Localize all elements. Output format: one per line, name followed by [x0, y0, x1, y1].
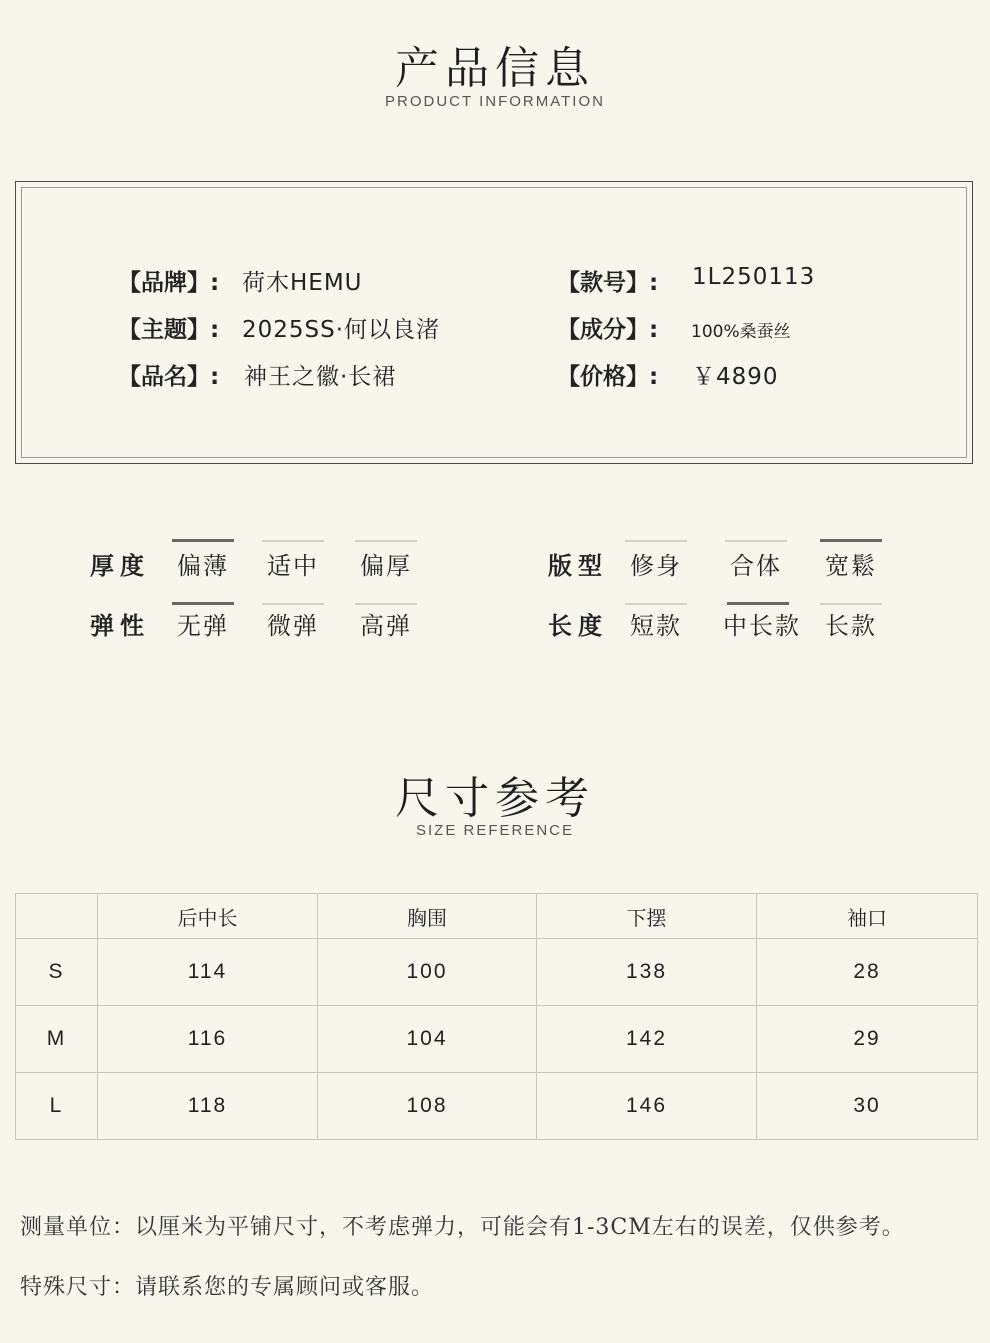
table-header-back-length: 后中长 — [98, 894, 318, 939]
table-cell: 114 — [98, 939, 318, 1006]
table-cell: 118 — [98, 1073, 318, 1140]
option-long: 长款 — [825, 612, 877, 640]
info-value-composition: 100%桑蚕丝 — [691, 322, 791, 342]
info-label-style-number: 【款号】: — [557, 270, 659, 296]
size-reference-subtitle: SIZE REFERENCE — [415, 822, 575, 839]
table-cell-size: L — [16, 1073, 98, 1140]
selected-indicator — [172, 539, 234, 542]
option-indicator — [820, 603, 882, 605]
option-loose: 宽鬆 — [825, 552, 877, 580]
info-value-style-number: 1L250113 — [692, 264, 816, 290]
option-midi: 中长款 — [723, 612, 801, 640]
option-indicator — [625, 603, 687, 605]
product-info-title: 产品信息 — [395, 43, 595, 94]
info-label-product-name: 【品名】: — [118, 364, 220, 390]
attribute-label-fit: 版型 — [548, 552, 608, 580]
option-indicator — [262, 540, 324, 542]
selected-indicator — [727, 602, 789, 605]
table-cell: 146 — [537, 1073, 757, 1140]
table-row — [16, 1006, 978, 1073]
table-cell: 28 — [757, 939, 978, 1006]
option-slim: 修身 — [630, 552, 682, 580]
attribute-label-thickness: 厚度 — [90, 552, 150, 580]
table-cell-size: S — [16, 939, 98, 1006]
table-cell: 116 — [98, 1006, 318, 1073]
table-cell: 142 — [537, 1006, 757, 1073]
table-header-cuff: 袖口 — [757, 894, 978, 939]
size-table — [15, 893, 978, 1140]
info-value-brand: 荷木HEMU — [242, 270, 363, 296]
option-indicator — [625, 540, 687, 542]
info-label-theme: 【主题】: — [118, 317, 220, 343]
table-cell: 108 — [318, 1073, 537, 1140]
table-header-hem: 下摆 — [537, 894, 757, 939]
selected-indicator — [820, 539, 882, 542]
table-header-row — [16, 894, 978, 939]
table-header-size — [16, 894, 98, 939]
info-label-composition: 【成分】: — [557, 317, 659, 343]
option-indicator — [355, 540, 417, 542]
table-cell: 138 — [537, 939, 757, 1006]
info-value-theme: 2025SS·何以良渚 — [242, 317, 441, 343]
option-regular: 合体 — [730, 552, 782, 580]
info-label-price: 【价格】: — [557, 364, 659, 390]
option-medium: 适中 — [267, 552, 319, 580]
table-row — [16, 1073, 978, 1140]
option-indicator — [725, 540, 787, 542]
option-thick: 偏厚 — [360, 552, 412, 580]
option-high-stretch: 高弹 — [360, 612, 412, 640]
option-no-stretch: 无弹 — [177, 612, 229, 640]
option-slight-stretch: 微弹 — [267, 612, 319, 640]
special-size-note: 特殊尺寸：请联系您的专属顾问或客服。 — [20, 1275, 435, 1300]
table-cell-size: M — [16, 1006, 98, 1073]
info-value-price: ￥4890 — [692, 364, 779, 390]
info-label-brand: 【品牌】: — [118, 270, 220, 296]
measurement-note: 测量单位：以厘米为平铺尺寸，不考虑弹力，可能会有1-3CM左右的误差，仅供参考。 — [20, 1215, 905, 1240]
table-cell: 104 — [318, 1006, 537, 1073]
product-info-subtitle: PRODUCT INFORMATION — [385, 93, 605, 110]
table-row — [16, 939, 978, 1006]
option-indicator — [262, 603, 324, 605]
size-reference-title: 尺寸参考 — [395, 773, 595, 824]
attribute-label-length: 长度 — [548, 612, 608, 640]
table-cell: 100 — [318, 939, 537, 1006]
option-thin: 偏薄 — [177, 552, 229, 580]
info-value-product-name: 神王之徽·长裙 — [244, 364, 397, 390]
selected-indicator — [172, 602, 234, 605]
option-indicator — [355, 603, 417, 605]
option-short: 短款 — [630, 612, 682, 640]
attribute-label-elasticity: 弹性 — [90, 612, 150, 640]
table-cell: 30 — [757, 1073, 978, 1140]
table-header-bust: 胸围 — [318, 894, 537, 939]
table-cell: 29 — [757, 1006, 978, 1073]
